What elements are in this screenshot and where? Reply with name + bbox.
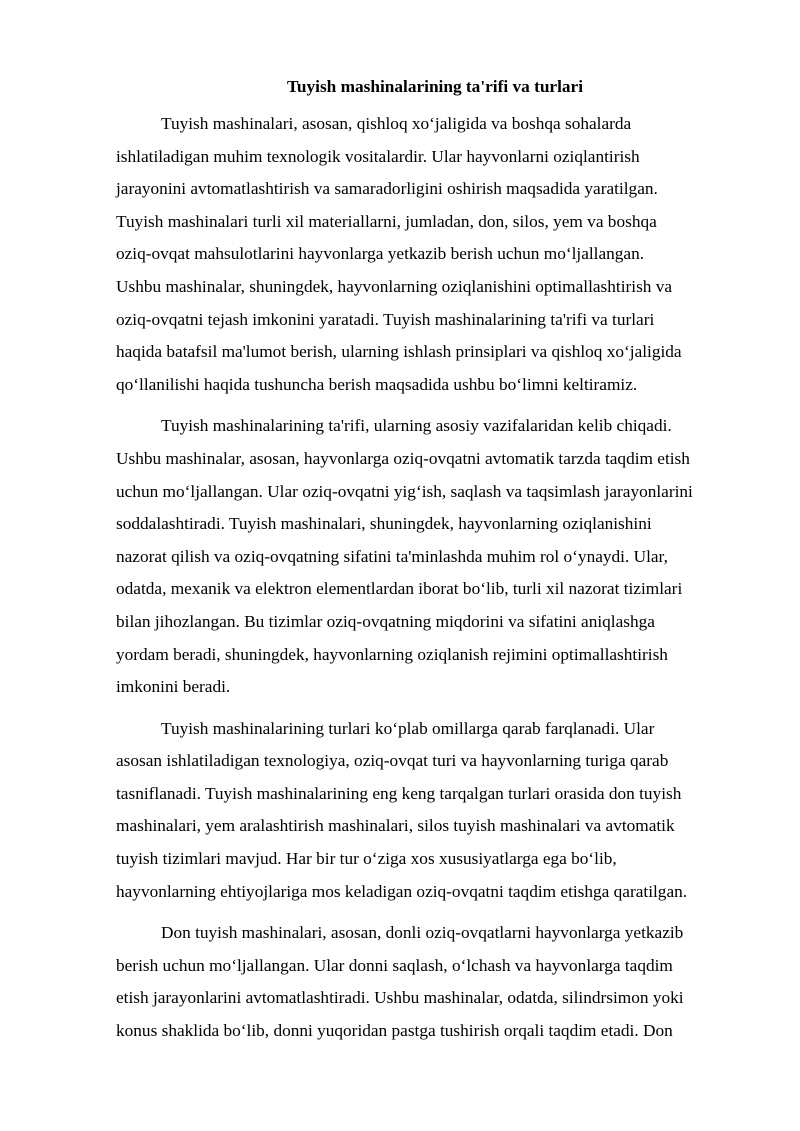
text-line: oziq-ovqatni tejash imkonini yaratadi. Tuyish mashinalarining ta'rifi va turlari [116, 309, 655, 329]
text-line: asosan ishlatiladigan texnologiya, oziq-ovqat turi va hayvonlarning turiga qarab [116, 751, 669, 771]
text-line: haqida batafsil ma'lumot berish, ularning ishlash prinsiplari va qishloq xo‘jaligida [116, 342, 682, 362]
text-line: qo‘llanilishi haqida tushuncha berish maqsadida ushbu bo‘limni keltiramiz. [116, 374, 638, 394]
text-line: nazorat qilish va oziq-ovqatning sifatini ta'minlashda muhim rol o‘ynaydi. Ular, [116, 546, 668, 566]
text-line: konus shaklida bo‘lib, donni yuqoridan pastga tushirish orqali taqdim etadi. Don [116, 1021, 673, 1041]
paragraph [116, 713, 742, 909]
text-line: etish jarayonlarini avtomatlashtiradi. Ushbu mashinalar, odatda, silindrsimon yoki [116, 988, 684, 1008]
text-line: ishlatiladigan muhim texnologik vositalardir. Ular hayvonlarni oziqlantirish [116, 146, 640, 166]
text-line: berish uchun mo‘ljallangan. Ular donni saqlash, o‘lchash va hayvonlarga taqdim [116, 955, 673, 975]
paragraph [116, 410, 742, 703]
text-line: bilan jihozlangan. Bu tizimlar oziq-ovqatning miqdorini va sifatini aniqlashga [116, 611, 655, 631]
text-line: tasniflanadi. Tuyish mashinalarining eng keng tarqalgan turlari orasida don tuyish [116, 783, 682, 803]
document-body [116, 76, 742, 1057]
text-line: Tuyish mashinalari turli xil materiallarni, jumladan, don, silos, yem va boshqa [116, 211, 657, 231]
text-line: uchun mo‘ljallangan. Ular oziq-ovqatni yig‘ish, saqlash va taqsimlash jarayonlarini [116, 481, 693, 501]
text-line: imkonini beradi. [116, 677, 231, 697]
text-line: mashinalari, yem aralashtirish mashinalari, silos tuyish mashinalari va avtomatik [116, 816, 675, 836]
text-line: Tuyish mashinalarining turlari ko‘plab omillarga qarab farqlanadi. Ular [161, 718, 655, 738]
document-title: Tuyish mashinalarining ta'rifi va turlari [286, 77, 584, 96]
text-line: Ushbu mashinalar, shuningdek, hayvonlarning oziqlanishini optimallashtirish va [116, 276, 673, 296]
text-line: soddalashtiradi. Tuyish mashinalari, shuningdek, hayvonlarning oziqlanishini [116, 514, 652, 534]
text-line: odatda, mexanik va elektron elementlardan iborat bo‘lib, turli xil nazorat tizimlari [116, 579, 683, 599]
text-line: Tuyish mashinalari, asosan, qishloq xo‘jaligida va boshqa sohalarda [161, 114, 632, 133]
text-line: Don tuyish mashinalari, asosan, donli oziq-ovqatlarni hayvonlarga yetkazib [161, 923, 684, 943]
paragraph-container [116, 108, 742, 1048]
paragraph [116, 108, 742, 401]
text-line: jarayonini avtomatlashtirish va samaradorligini oshirish maqsadida yaratilgan. [116, 179, 658, 199]
text-line: tuyish tizimlari mavjud. Har bir tur o‘ziga xos xususiyatlarga ega bo‘lib, [116, 849, 617, 869]
paragraph [116, 917, 742, 1047]
text-line: Tuyish mashinalarining ta'rifi, ularning asosiy vazifalaridan kelib chiqadi. [161, 416, 672, 436]
text-line: oziq-ovqat mahsulotlarini hayvonlarga yetkazib berish uchun mo‘ljallangan. [116, 244, 645, 264]
text-line: yordam beradi, shuningdek, hayvonlarning oziqlanish rejimini optimallashtirish [116, 644, 668, 664]
text-line: hayvonlarning ehtiyojlariga mos keladigan oziq-ovqatni taqdim etishga qaratilgan. [116, 881, 688, 901]
text-line: Ushbu mashinalar, asosan, hayvonlarga oziq-ovqatni avtomatik tarzda taqdim etish [116, 448, 690, 468]
